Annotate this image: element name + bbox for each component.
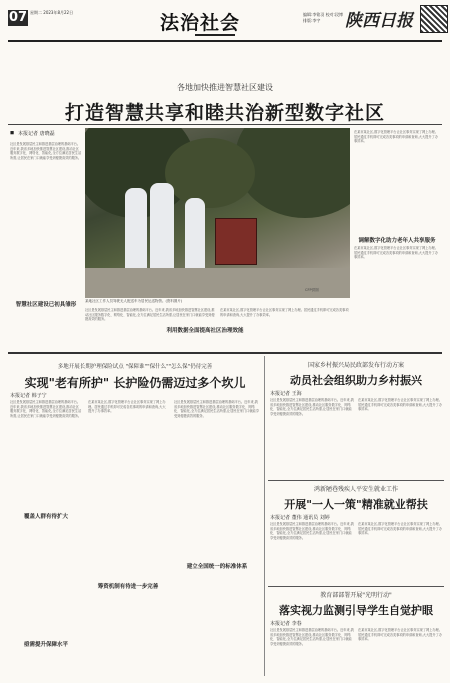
lead-photo xyxy=(85,128,350,298)
section-title: 法治社会 xyxy=(160,12,241,34)
story-two-subhead-4: 建立全国统一的标准体系 xyxy=(186,564,248,570)
story-two-col-3: 社区是发展基层民主和推进基层治理的基础平台。近年来,我省多地加快推进智慧社区建设,推动社区服务数字化、网络化、智能化,全方位满足居民生活所需,让居民在家门口就能享受到便捷高效的服务。 xyxy=(174,400,259,418)
lead-subhead-2: 利用数据全面提高社区治理效能 xyxy=(166,328,244,334)
story-divider-1 xyxy=(268,480,444,481)
story-three-col-2: 在某市某社区,数字化管理平台让社区事务实现了网上办理。居民通过手机即可完成各类事项的申请和查询,大大提升了办事效率。 xyxy=(358,398,442,412)
lead-body-below-2: 在某市某社区,数字化管理平台让社区事务实现了网上办理。居民通过手机即可完成各类事项的申请和查询,大大提升了办事效率。 xyxy=(220,308,349,317)
section-underline xyxy=(195,34,235,36)
story-five-col-1: 社区是发展基层民主和推进基层治理的基础平台。近年来,我省多地加快推进智慧社区建设,推动社区服务数字化、网络化、智能化,全方位满足居民生活所需,让居民在家门口就能享受到便捷高效的服务。 xyxy=(270,628,354,646)
masthead xyxy=(0,0,450,62)
paper-name: 陕西日报 xyxy=(345,11,413,31)
page-number: 07 xyxy=(8,10,28,25)
section-divider xyxy=(8,352,442,354)
lead-subhead-1: 智慧社区建设已初具雏形 xyxy=(15,302,77,308)
story-three-kicker: 国家乡村振兴局民政部发布行动方案 xyxy=(307,362,404,369)
story-divider-2 xyxy=(268,586,444,587)
story-two-subhead-1: 覆盖人群有待扩大 xyxy=(23,514,68,520)
lead-headline: 打造智慧共享和睦共治新型数字社区 xyxy=(64,102,385,124)
story-two-col-1: 社区是发展基层民主和推进基层治理的基础平台。近年来,我省多地加快推进智慧社区建设,推动社区服务数字化、网络化、智能化,全方位满足居民生活所需,让居民在家门口就能享受到便捷高效的服务。 xyxy=(10,400,82,418)
editors-info: 编辑:李铭羽 校对:段博 排版:李宇 xyxy=(303,12,343,23)
column-divider xyxy=(264,356,265,676)
lead-kicker: 各地加快推进智慧社区建设 xyxy=(177,83,273,92)
story-two-kicker: 多地开展长期护理保险试点 "保障谁""保什么""怎么保"仍待完善 xyxy=(57,364,213,370)
story-two-headline: 实现"老有所护" 长护险仍需迈过多个坎儿 xyxy=(24,376,246,390)
lead-body-right: 在某市某社区,数字化管理平台让社区事务实现了网上办理。居民通过手机即可完成各类事项的申请和查询,大大提升了办事效率。 xyxy=(354,130,438,144)
qr-code-icon xyxy=(420,5,448,33)
lead-body-right-2: 在某市某社区,数字化管理平台让社区事务实现了网上办理。居民通过手机即可完成各类事项的申请和查询,大大提升了办事效率。 xyxy=(354,246,438,260)
story-five-col-2: 在某市某社区,数字化管理平台让社区事务实现了网上办理。居民通过手机即可完成各类事项的申请和查询,大大提升了办事效率。 xyxy=(358,628,442,642)
lead-body-below-1: 社区是发展基层民主和推进基层治理的基础平台。近年来,我省多地加快推进智慧社区建设,推动社区服务数字化、网络化、智能化,全方位满足居民生活所需,让居民在家门口就能享受到便捷高效的服务。 xyxy=(85,308,215,322)
story-four-kicker: 鸿新陋巷残疾人平安生就业工作 xyxy=(313,486,398,493)
lead-body-left: 社区是发展基层民主和推进基层治理的基础平台。近年来,我省多地加快推进智慧社区建设,推动社区服务数字化、网络化、智能化,全方位满足居民生活所需,让居民在家门口就能享受到便捷高效的服务。 xyxy=(10,142,82,160)
story-four-col-1: 社区是发展基层民主和推进基层治理的基础平台。近年来,我省多地加快推进智慧社区建设,推动社区服务数字化、网络化、智能化,全方位满足居民生活所需,让居民在家门口就能享受到便捷高效的服务。 xyxy=(270,522,354,540)
lead-byline-icon: ◼ xyxy=(10,130,15,136)
story-two-subhead-2: 亟需提升保障水平 xyxy=(23,642,68,648)
story-three-byline: 本报记者 王海 xyxy=(270,391,302,397)
story-two-byline: 本报记者 韩子宁 xyxy=(10,393,47,399)
masthead-rule xyxy=(8,40,442,42)
lead-photo-caption: 某地社区工作人员驾驶无人配送车为居民运送物资。(资料图片) xyxy=(85,299,183,303)
story-five-byline: 本报记者 李春 xyxy=(270,621,302,627)
story-two-subhead-3: 筹资机制有待进一步完善 xyxy=(97,584,159,590)
issue-info: 星期二 2023年8月22日 xyxy=(30,10,74,15)
story-two-col-2: 在某市某社区,数字化管理平台让社区事务实现了网上办理。居民通过手机即可完成各类事项的申请和查询,大大提升了办事效率。 xyxy=(88,400,166,414)
story-three-headline: 动员社会组织助力乡村振兴 xyxy=(290,374,422,387)
story-five-kicker: 教育部部署开展"光明行动" xyxy=(320,592,392,599)
story-four-headline: 开展"一人一策"精准就业帮扶 xyxy=(284,498,428,511)
lead-byline: 本报记者 唐晓磊 xyxy=(18,131,55,137)
lead-photo-credit: CFP供图 xyxy=(305,288,319,292)
story-three-col-1: 社区是发展基层民主和推进基层治理的基础平台。近年来,我省多地加快推进智慧社区建设,推动社区服务数字化、网络化、智能化,全方位满足居民生活所需,让居民在家门口就能享受到便捷高效的服务。 xyxy=(270,398,354,416)
lead-rule xyxy=(8,124,442,125)
story-five-headline: 落实视力监测引导学生自觉护眼 xyxy=(279,604,433,617)
story-four-byline: 本报记者 董伟 通讯员 刘婷 xyxy=(270,515,330,521)
lead-subhead-3: 调解数字化助力老年人共享服务 xyxy=(358,238,436,244)
story-four-col-2: 在某市某社区,数字化管理平台让社区事务实现了网上办理。居民通过手机即可完成各类事项的申请和查询,大大提升了办事效率。 xyxy=(358,522,442,536)
